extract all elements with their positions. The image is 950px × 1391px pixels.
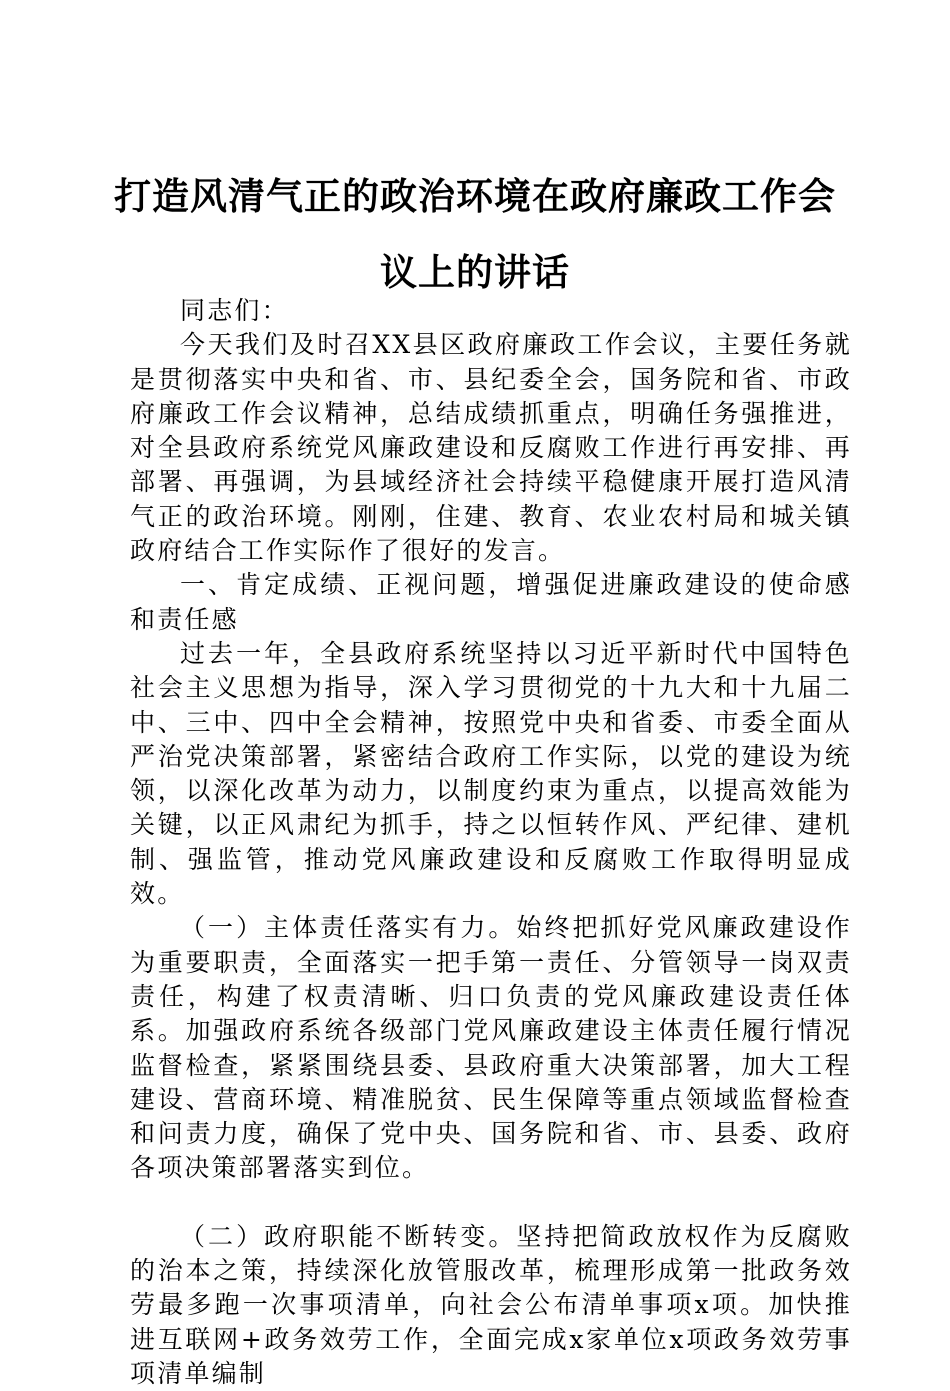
document-body bbox=[130, 294, 852, 1391]
subsection-paragraph-2: （二）政府职能不断转变。坚持把简政放权作为反腐败的治本之策，持续深化放管服改革，梳理形成第一批政务效劳最多跑一次事项清单，向社会公布清单事项x项。加快推进互联网+政务效劳工作，全面完成x家单位x项政务效劳事项清单编制 bbox=[130, 1221, 852, 1388]
document-title: 打造风清气正的政治环境在政府廉政工作会议上的讲话 bbox=[114, 174, 836, 294]
greeting-paragraph: 同志们： bbox=[180, 296, 289, 325]
opening-paragraph: 今天我们及时召XX县区政府廉政工作会议，主要任务就是贯彻落实中央和省、市、县纪委全会，国务院和省、市政府廉政工作会议精神，总结成绩抓重点，明确任务强推进，对全县政府系统党风廉政建设和反腐败工作进行再安排、再部署、再强调，为县域经济社会持续平稳健康开展打造风清气正的政治环境。刚刚，住建、教育、农业农村局和城关镇政府结合工作实际作了很好的发言。 bbox=[130, 330, 852, 566]
subsection-paragraph-1: （一）主体责任落实有力。始终把抓好党风廉政建设作为重要职责，全面落实一把手第一责任、分管领导一岗双责责任，构建了权责清晰、归口负责的党风廉政建设责任体系。加强政府系统各级部门党风廉政建设主体责任履行情况监督检查，紧紧围绕县委、县政府重大决策部署，加大工程建设、营商环境、精准脱贫、民生保障等重点领域监督检查和问责力度，确保了党中央、国务院和省、市、县委、政府各项决策部署落实到位。 bbox=[130, 913, 852, 1183]
section-heading-1: 一、肯定成绩、正视问题，增强促进廉政建设的使命感和责任感 bbox=[130, 570, 852, 634]
achievements-paragraph: 过去一年，全县政府系统坚持以习近平新时代中国特色社会主义思想为指导，深入学习贯彻党的十九大和十九届二中、三中、四中全会精神，按照党中央和省委、市委全面从严治党决策部署，紧密结合政府工作实际，以党的建设为统领，以深化改革为动力，以制度约束为重点，以提高效能为关键，以正风肃纪为抓手，持之以恒转作风、严纪律、建机制、强监管，推动党风廉政建设和反腐败工作取得明显成效。 bbox=[130, 638, 852, 909]
